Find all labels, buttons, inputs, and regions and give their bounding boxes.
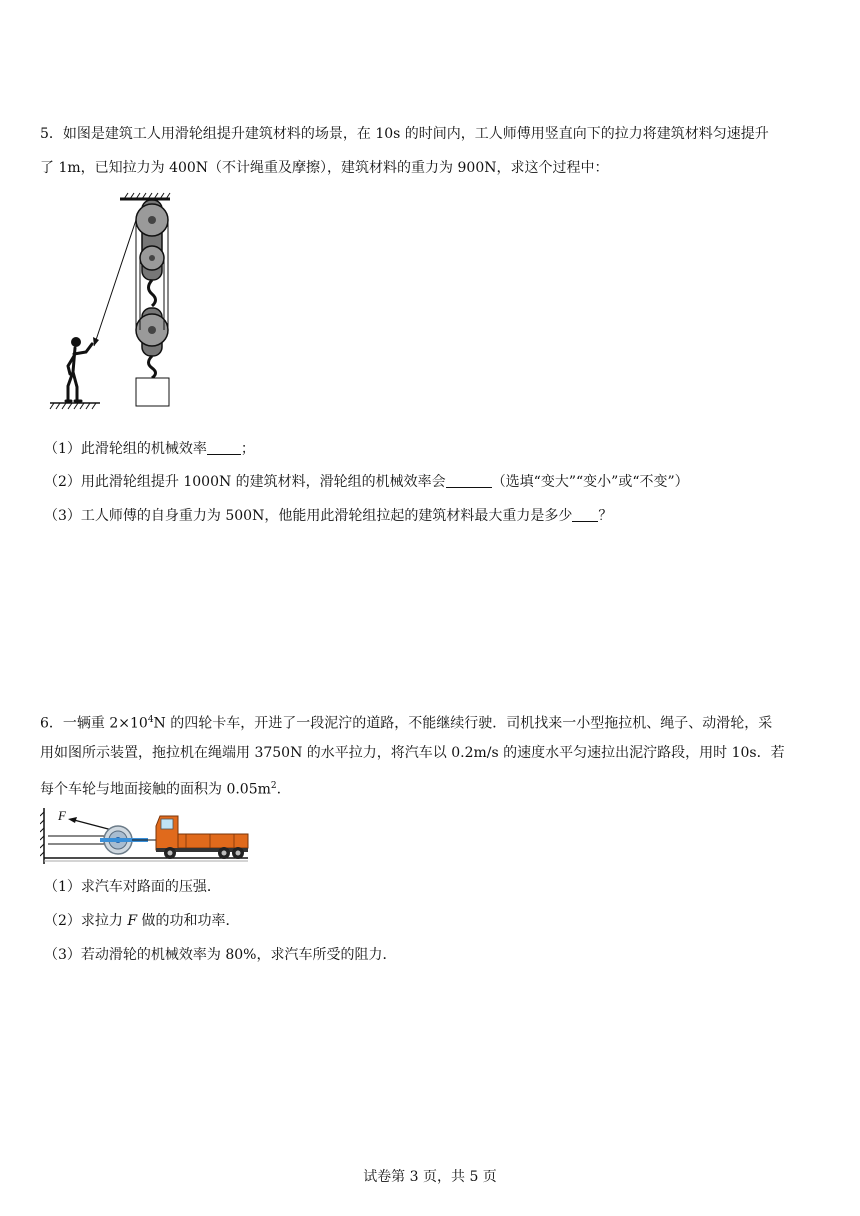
page-footer: 试卷第 3 页，共 5 页 — [363, 1169, 497, 1185]
q6-sub-3: （3）若动滑轮的机械效率为 80%，求汽车所受的阻力． — [44, 947, 397, 963]
q5-sub-3: （3）工人师傅的自身重力为 500N，他能用此滑轮组拉起的建筑材料最大重力是多少 ？ — [44, 508, 613, 524]
force-label: F — [58, 808, 66, 823]
answer-blank — [572, 507, 598, 522]
q6-line-2: 用如图所示装置，拖拉机在绳端用 3750N 的水平拉力，将汽车以 0.2m/s 的速度水平匀速拉出泥泞路段，用时 10s．若 — [40, 745, 785, 761]
q5-sub-1: （1）此滑轮组的机械效率 ； — [44, 441, 255, 457]
q6-sub-2: （2）求拉力 F 做的功和功率． — [44, 913, 240, 929]
answer-blank — [207, 440, 241, 455]
q5-sub-2: （2）用此滑轮组提升 1000N 的建筑材料，滑轮组的机械效率会 （选填“变大”“变小”或“不变”） — [44, 474, 689, 490]
answer-blank — [446, 473, 492, 488]
q6-sub-1: （1）求汽车对路面的压强． — [44, 879, 221, 895]
q6-line-3: 每个车轮与地面接触的面积为 $0.05m^2$. — [40, 781, 282, 798]
q5-line-1: 5．如图是建筑工人用滑轮组提升建筑材料的场景，在 10s 的时间内，工人师傅用竖直向下的拉力将建筑材料匀速提升 — [40, 126, 769, 142]
pulley-system-figure — [44, 190, 184, 420]
truck-pulley-figure — [40, 806, 250, 868]
q6-line-1: 6．一辆重 $2\times 10^4N$ 的四轮卡车，开进了一段泥泞的道路，不能继续行驶．司机找来一小型拖拉机、绳子、动滑轮，采 — [40, 715, 773, 732]
q5-line-2: 了 1m，已知拉力为 400N（不计绳重及摩擦），建筑材料的重力为 900N，求这个过程中： — [40, 160, 609, 176]
